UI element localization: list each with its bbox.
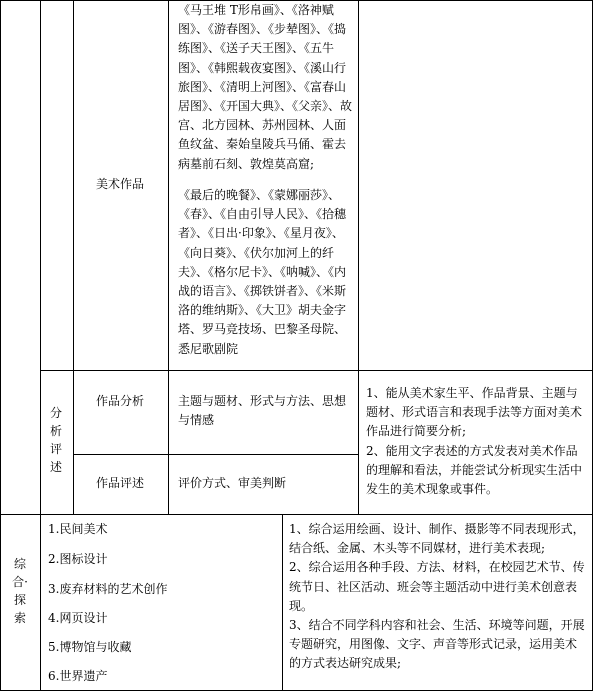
review-row-label: 作品评述 bbox=[96, 476, 145, 490]
col4-line bbox=[358, 0, 359, 515]
integrated-requirements: 1、综合运用绘画、设计、制作、摄影等不同表现形式，结合纸、金属、木头等不同媒材，进行美术表现; 2、综合运用各种手段、方法、材料，在校园艺术节、传统节日、社区活动、班会等主题活动中进行美术创意表现。 3、结合不同学科内容和社会、生活、环境等问题，开展专题研究，用图像、文字、声音等形式记录，运用美术的方式表达研究成果; bbox=[289, 522, 585, 671]
col2-line bbox=[73, 0, 74, 515]
chinese-works-list: 《马王堆 T形帛画》、《洛神赋图》、《游春图》、《步辇图》、《捣练图》、《送子天王图》、《五牛图》、《韩熙载夜宴图》、《溪山行旅图》、《清明上河图》、《富春山居图》、《开国大典》、《父亲》、故宫、北方园林、苏州园林、人面鱼纹盆、秦始皇陵兵马俑、霍去病墓前石刻、敦煌莫高窟; bbox=[178, 3, 353, 171]
list-item: 2.图标设计 bbox=[48, 552, 108, 566]
divider-analysis bbox=[40, 370, 593, 371]
list-item: 4.网页设计 bbox=[48, 611, 108, 625]
list-item: 6.世界遗产 bbox=[48, 669, 108, 683]
analysis-row-label: 作品分析 bbox=[96, 394, 145, 408]
integrated-section-label: 综合·探索 bbox=[12, 557, 28, 625]
review-row-content: 评价方式、审美判断 bbox=[178, 476, 287, 490]
col3-line bbox=[168, 0, 169, 515]
foreign-works-list: 《最后的晚餐》、《蒙娜丽莎》、《春》、《自由引导人民》、《拾穗者》、《日出·印象》、《星月夜》、《向日葵》、《伏尔加河上的纤夫》、《格尔尼卡》、《呐喊》、《内战的语言》、《掷铁饼者》、《米斯洛的维纳斯》、《大卫》胡夫金字塔、罗马竞技场、巴黎圣母院、悉尼歌剧院 bbox=[178, 188, 347, 356]
divider-analysis-rows bbox=[73, 454, 358, 455]
analysis-requirements: 1、能从美术家生平、作品背景、主题与题材、形式语言和表现手法等方面对美术作品进行简要分析; 2、能用文字表述的方式发表对美术作品的理解和看法，并能尝试分析现实生活中发生的美术现象或事件。 bbox=[366, 386, 583, 497]
art-works-label: 美术作品 bbox=[96, 177, 145, 191]
bottom-col2-line bbox=[282, 514, 283, 691]
list-item: 1.民间美术 bbox=[48, 522, 108, 536]
analysis-row-content: 主题与题材、形式与方法、思想与情感 bbox=[178, 394, 347, 428]
divider-integrated bbox=[0, 514, 593, 515]
list-item: 5.博物馆与收藏 bbox=[48, 640, 132, 654]
analysis-section-label: 分析评述 bbox=[49, 406, 62, 474]
list-item: 3.废弃材料的艺术创作 bbox=[48, 582, 168, 596]
col1-line bbox=[40, 0, 41, 515]
bottom-col1-line bbox=[40, 514, 41, 691]
left-border bbox=[0, 0, 1, 691]
